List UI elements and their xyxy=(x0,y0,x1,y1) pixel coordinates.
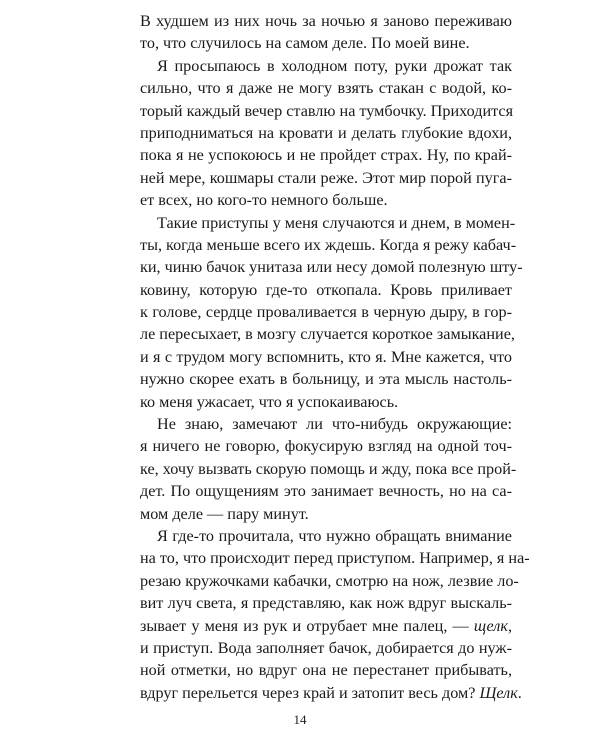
paragraph xyxy=(140,212,523,414)
text-line: и я с трудом могу вспомнить, кто я. Мне кажется, что xyxy=(140,347,512,366)
text-line: ки, чиню бачок унитаза или несу домой полезную шту- xyxy=(140,258,523,277)
paragraph xyxy=(140,10,512,55)
text-line: зывает у меня из рук и отрубает мне палец, — щелк, xyxy=(140,616,512,635)
paragraph xyxy=(140,55,512,212)
text-line: приподниматься на кровати и делать глубокие вдохи, xyxy=(140,123,512,142)
text-line: дет. По ощущениям это занимает вечность, но на са- xyxy=(140,482,512,501)
paragraph xyxy=(140,525,530,704)
text-line: ке, хочу вызвать скорую помощь и жду, пока все прой- xyxy=(140,459,517,478)
paragraph xyxy=(140,413,517,525)
text-line: ко меня ужасает, что я успокаиваюсь. xyxy=(140,392,399,411)
text-line: ковину, которую где-то откопала. Кровь приливает xyxy=(140,280,512,299)
text-line: Я просыпаюсь в холодном поту, руки дрожат так xyxy=(157,56,512,75)
text-line: и приступ. Вода заполняет бачок, добирается до нуж- xyxy=(140,638,512,657)
text-line: пока я не успокоюсь и не пройдет страх. Ну, по край- xyxy=(140,146,512,165)
text-line: В худшем из них ночь за ночью я заново переживаю xyxy=(140,12,512,30)
text-line: то, что случилось на самом деле. По моей вине. xyxy=(140,34,470,53)
text-line: торый каждый вечер ставлю на тумбочку. Приходится xyxy=(140,101,514,120)
text-line: Не знаю, замечают ли что-нибудь окружающие: xyxy=(157,415,512,434)
text-line: ней мере, кошмары стали реже. Этот мир порой пуга- xyxy=(140,168,512,187)
text-line: резаю кружочками кабачки, смотрю на нож, лезвие ло- xyxy=(140,571,519,590)
text-line: на то, что происходит перед приступом. Например, я на- xyxy=(140,549,530,568)
text-line: вдруг перельется через край и затопит весь дом? Щелк. xyxy=(140,683,522,702)
text-line: ты, когда меньше всего их ждешь. Когда я режу кабач- xyxy=(140,235,517,254)
text-line: сильно, что я даже не могу взять стакан с водой, ко- xyxy=(140,79,512,98)
text-line: я ничего не говорю, фокусирую взгляд на одной точ- xyxy=(140,437,512,456)
body-text xyxy=(140,10,530,704)
text-line: Я где-то прочитала, что нужно обращать внимание xyxy=(157,526,512,545)
text-line: ной отметки, но вдруг она не перестанет прибывать, xyxy=(140,661,512,680)
text-line: Такие приступы у меня случаются и днем, в момен- xyxy=(157,213,516,232)
text-line: вит луч света, я представляю, как нож вдруг выскаль- xyxy=(140,594,512,613)
text-line: ле пересыхает, в мозгу случается короткое замыкание, xyxy=(140,325,515,344)
text-line: к голове, сердце проваливается в черную дыру, в гор- xyxy=(140,303,512,322)
text-line: ет всех, но кого-то немного больше. xyxy=(140,191,388,210)
text-line: мом деле — пару минут. xyxy=(140,504,309,523)
text-line: нужно скорее ехать в больницу, и эта мысль настоль- xyxy=(140,370,512,389)
page-number: 14 xyxy=(293,712,307,727)
